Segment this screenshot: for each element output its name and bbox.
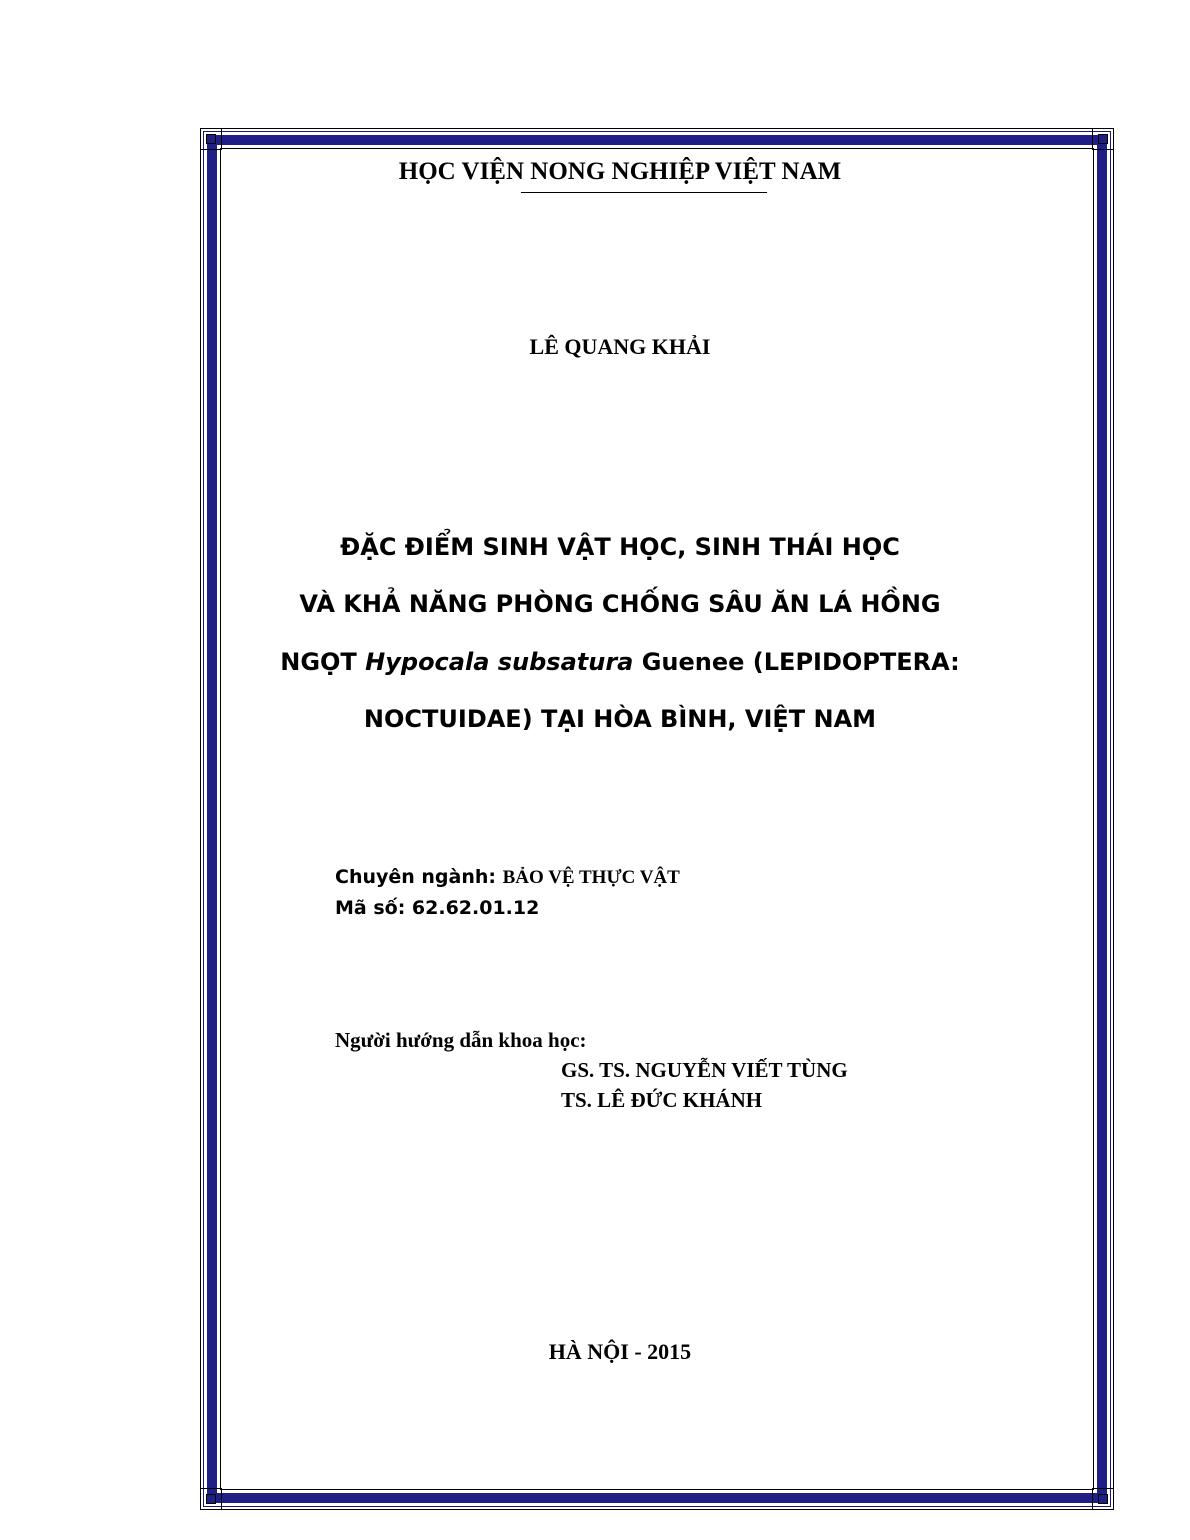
thesis-title-line-4: NOCTUIDAE) TẠI HÒA BÌNH, VIỆT NAM xyxy=(363,705,877,733)
institution-underline xyxy=(521,192,767,193)
specialization xyxy=(335,866,680,889)
specialization-label: Chuyên ngành: xyxy=(335,866,503,888)
advisor-second: TS. LÊ ĐỨC KHÁNH xyxy=(561,1088,763,1112)
institution-name: HỌC VIỆN NONG NGHIỆP VIỆT NAM xyxy=(398,158,842,185)
author-name: LÊ QUANG KHẢI xyxy=(529,334,711,359)
advisors-label: Người hướng dẫn khoa học: xyxy=(335,1028,587,1052)
advisor-first: GS. TS. NGUYỄN VIẾT TÙNG xyxy=(561,1058,848,1082)
title-line-3-suffix: Guenee (LEPIDOPTERA: xyxy=(633,648,960,676)
border-corner-bottom-right xyxy=(1092,1488,1114,1510)
specialization-value: BẢO VỆ THỰC VẬT xyxy=(502,867,680,888)
species-name: Hypocala subsatura xyxy=(365,648,634,676)
thesis-title-line-1: ĐẶC ĐIỂM SINH VẬT HỌC, SINH THÁI HỌC xyxy=(340,533,900,561)
title-line-3-prefix: NGỌT xyxy=(280,648,366,676)
thesis-title-line-2: VÀ KHẢ NĂNG PHÒNG CHỐNG SÂU ĂN LÁ HỒNG xyxy=(299,590,941,618)
major-code-label: Mã số: xyxy=(335,897,412,919)
border-corner-top-left xyxy=(200,128,222,150)
major-code-value: 62.62.01.12 xyxy=(411,897,540,919)
border-corner-top-right xyxy=(1092,128,1114,150)
major-code xyxy=(335,897,539,919)
thesis-title-line-3 xyxy=(170,648,1070,676)
border-corner-bottom-left xyxy=(200,1488,222,1510)
place-and-year: HÀ NỘI - 2015 xyxy=(548,1339,692,1364)
